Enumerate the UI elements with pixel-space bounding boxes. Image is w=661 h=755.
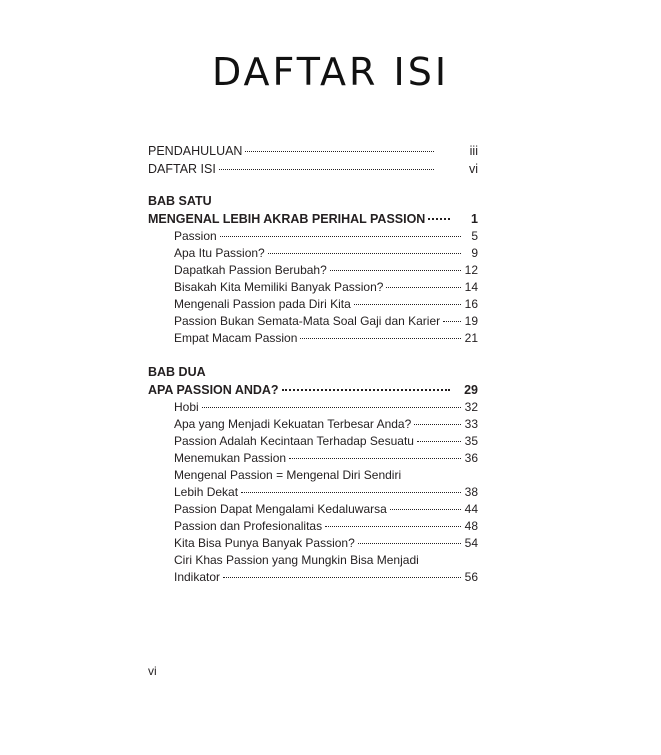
toc-entry-label: Menemukan Passion xyxy=(174,451,287,465)
toc-entry-label: DAFTAR ISI xyxy=(148,162,216,176)
toc-entry-label: Kita Bisa Punya Banyak Passion? xyxy=(174,536,355,550)
dot-leader xyxy=(428,218,450,220)
toc-entry-label: Dapatkah Passion Berubah? xyxy=(174,263,327,277)
chapter-page: 1 xyxy=(471,212,478,226)
toc-entry[interactable] xyxy=(148,262,478,279)
toc-entry-label: Passion xyxy=(174,229,217,243)
toc-entry-label-line2: Indikator xyxy=(174,570,221,584)
toc-entry[interactable] xyxy=(148,416,478,433)
dot-leader xyxy=(354,304,461,305)
dot-leader xyxy=(300,338,461,339)
toc-entry-page: vi xyxy=(468,162,478,176)
toc-entry-label: Bisakah Kita Memiliki Banyak Passion? xyxy=(174,280,384,294)
dot-leader xyxy=(443,321,461,322)
dot-leader xyxy=(241,492,461,493)
toc-entry[interactable] xyxy=(148,313,478,330)
dot-leader xyxy=(330,270,461,271)
toc-entry-daftar-isi[interactable] xyxy=(148,160,478,178)
dot-leader xyxy=(219,169,434,170)
toc-entry-page: iii xyxy=(469,144,478,158)
toc-entry-page: 12 xyxy=(464,263,478,277)
dot-leader xyxy=(325,526,461,527)
toc-entry-page: 16 xyxy=(464,297,478,311)
toc-entry-page: 33 xyxy=(464,417,478,431)
footer-page-number: vi xyxy=(148,664,157,678)
chapter-title-label: MENGENAL LEBIH AKRAB PERIHAL PASSION xyxy=(148,212,426,226)
dot-leader xyxy=(386,287,461,288)
toc-entry[interactable] xyxy=(148,569,478,586)
toc-entry-page: 32 xyxy=(464,400,478,414)
toc-entry-page: 14 xyxy=(464,280,478,294)
chapter-heading-bab-satu: BAB SATU xyxy=(148,194,212,208)
toc-entry-page: 54 xyxy=(464,536,478,550)
dot-leader xyxy=(220,236,461,237)
toc-entry-page: 5 xyxy=(471,229,478,243)
toc-entry-label: Passion Dapat Mengalami Kedaluwarsa xyxy=(174,502,387,516)
chapter-heading-bab-dua: BAB DUA xyxy=(148,365,206,379)
toc-entry[interactable] xyxy=(148,535,478,552)
toc-entry-page: 38 xyxy=(464,485,478,499)
toc-entry-label-line1[interactable]: Ciri Khas Passion yang Mungkin Bisa Menjadi xyxy=(174,553,419,567)
dot-leader xyxy=(414,424,461,425)
dot-leader xyxy=(390,509,461,510)
chapter-title-label: APA PASSION ANDA? xyxy=(148,383,279,397)
toc-entry-label: Passion Adalah Kecintaan Terhadap Sesuatu xyxy=(174,434,414,448)
dot-leader xyxy=(282,389,450,391)
toc-entry[interactable] xyxy=(148,296,478,313)
chapter-title-bab-dua[interactable] xyxy=(148,381,478,399)
toc-entry-label: Apa yang Menjadi Kekuatan Terbesar Anda? xyxy=(174,417,412,431)
toc-entry[interactable] xyxy=(148,484,478,501)
toc-entry-page: 36 xyxy=(464,451,478,465)
toc-entry[interactable] xyxy=(148,245,478,262)
toc-entry[interactable] xyxy=(148,501,478,518)
toc-entry[interactable] xyxy=(148,330,478,347)
chapter-title-bab-satu[interactable] xyxy=(148,210,478,228)
toc-entry[interactable] xyxy=(148,518,478,535)
toc-entry[interactable] xyxy=(148,450,478,467)
toc-entry-page: 19 xyxy=(464,314,478,328)
toc-entry-page: 48 xyxy=(464,519,478,533)
chapter-page: 29 xyxy=(464,383,478,397)
dot-leader xyxy=(223,577,461,578)
toc-entry-label-line2: Lebih Dekat xyxy=(174,485,239,499)
toc-entry-page: 56 xyxy=(464,570,478,584)
toc-entry-page: 21 xyxy=(464,331,478,345)
toc-entry[interactable] xyxy=(148,228,478,245)
toc-entry-label-line1[interactable]: Mengenal Passion = Mengenal Diri Sendiri xyxy=(174,468,402,482)
toc-entry-label: Apa Itu Passion? xyxy=(174,246,265,260)
toc-entry-page: 35 xyxy=(464,434,478,448)
toc-entry-label: Passion Bukan Semata-Mata Soal Gaji dan Karier xyxy=(174,314,441,328)
table-of-contents xyxy=(148,142,478,586)
dot-leader xyxy=(289,458,461,459)
dot-leader xyxy=(245,151,434,152)
toc-entry[interactable] xyxy=(148,279,478,296)
toc-entry-page: 44 xyxy=(464,502,478,516)
dot-leader xyxy=(417,441,461,442)
page-title: DAFTAR ISI xyxy=(211,50,450,94)
toc-entry-label: Hobi xyxy=(174,400,199,414)
toc-entry-pendahuluan[interactable] xyxy=(148,142,478,160)
dot-leader xyxy=(268,253,461,254)
toc-entry-label: Empat Macam Passion xyxy=(174,331,298,345)
dot-leader xyxy=(202,407,461,408)
dot-leader xyxy=(358,543,461,544)
toc-entry-label: Mengenali Passion pada Diri Kita xyxy=(174,297,351,311)
toc-entry-page: 9 xyxy=(471,246,478,260)
toc-entry[interactable] xyxy=(148,399,478,416)
toc-entry-label: Passion dan Profesionalitas xyxy=(174,519,323,533)
toc-entry-label: PENDAHULUAN xyxy=(148,144,243,158)
toc-entry[interactable] xyxy=(148,433,478,450)
